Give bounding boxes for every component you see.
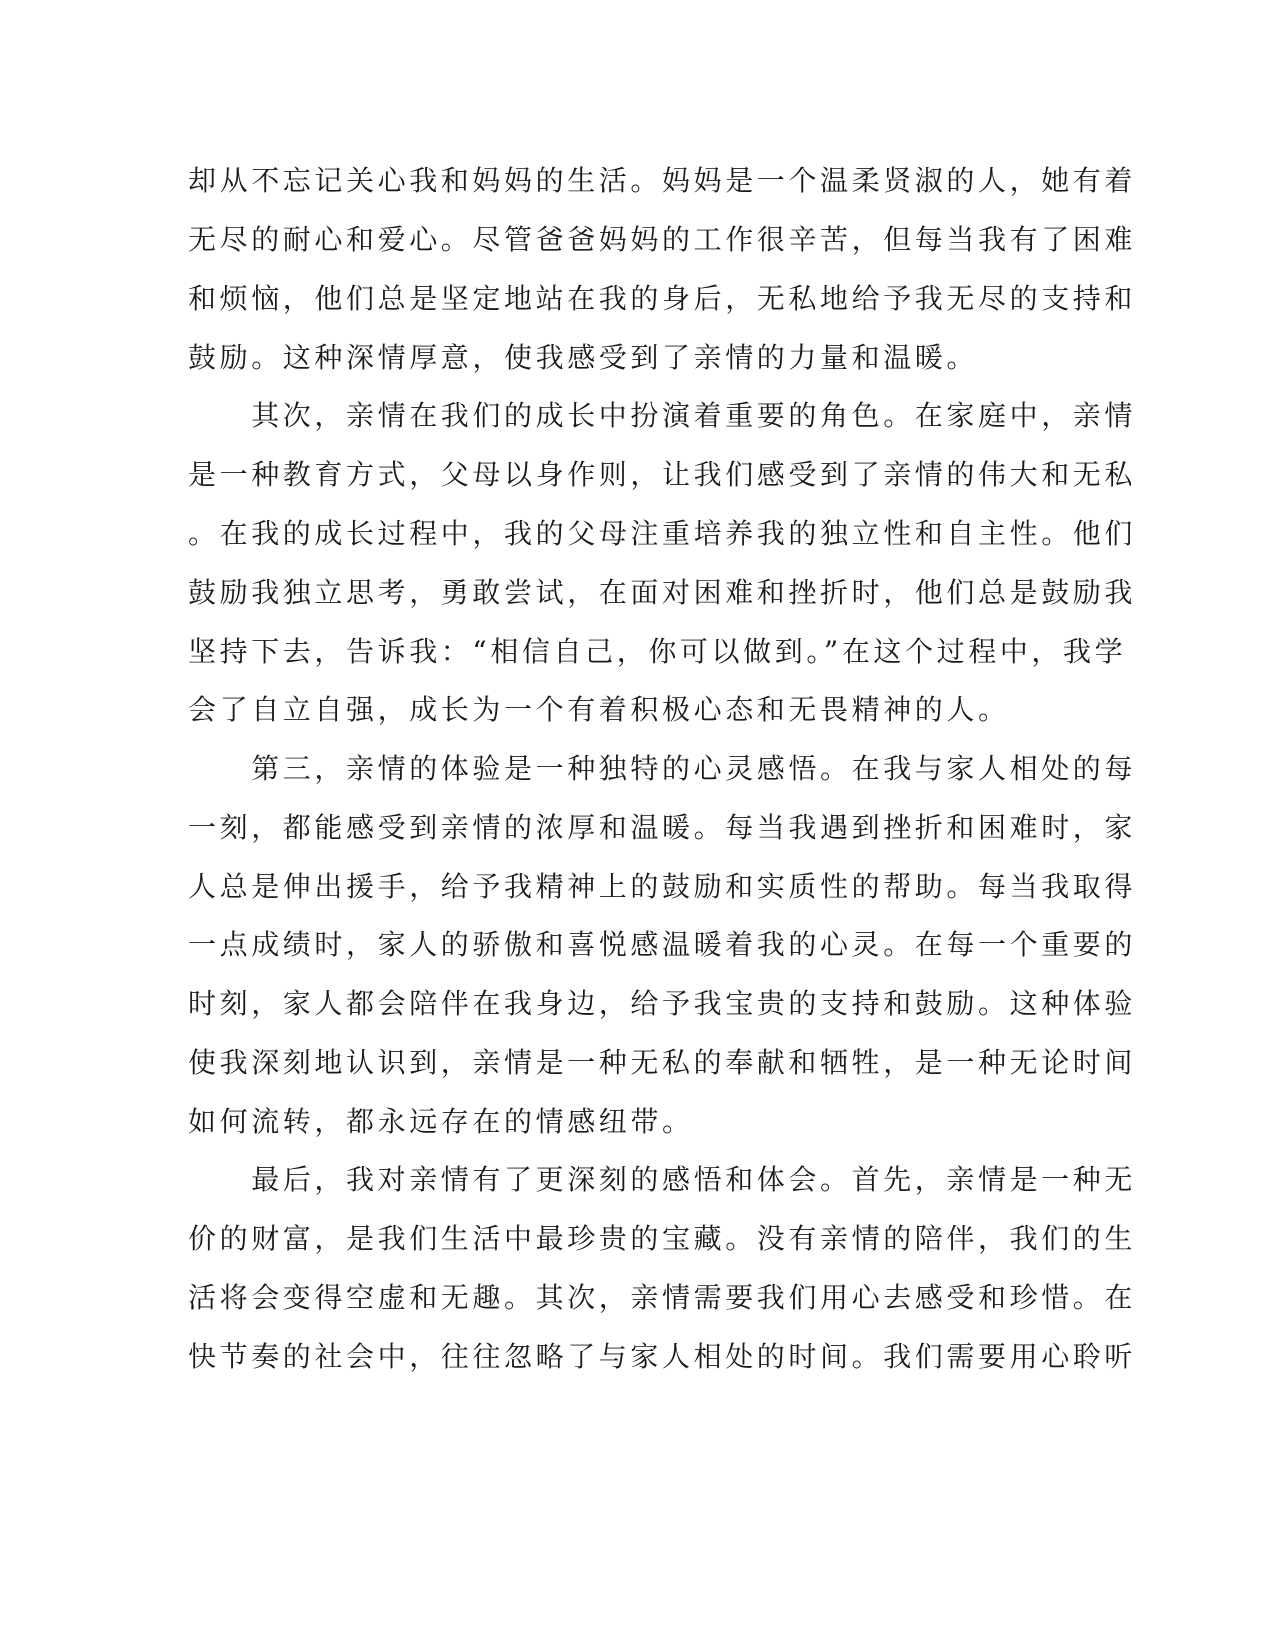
text-line: 和烦恼，他们总是坚定地站在我的身后，无私地给予我无尽的支持和	[188, 282, 1137, 315]
paragraph-start-line: 第三，亲情的体验是一种独特的心灵感悟。在我与家人相处的每	[188, 752, 1137, 785]
text-line: 鼓励我独立思考，勇敢尝试，在面对困难和挫折时，他们总是鼓励我	[188, 576, 1137, 609]
text-line: 使我深刻地认识到，亲情是一种无私的奉献和牺牲，是一种无论时间	[188, 1046, 1137, 1079]
text-line: 如何流转，都永远存在的情感纽带。	[188, 1105, 694, 1138]
text-line: 一点成绩时，家人的骄傲和喜悦感温暖着我的心灵。在每一个重要的	[188, 928, 1137, 961]
text-line: 价的财富，是我们生活中最珍贵的宝藏。没有亲情的陪伴，我们的生	[188, 1222, 1137, 1255]
paragraph-start-line: 最后，我对亲情有了更深刻的感悟和体会。首先，亲情是一种无	[188, 1163, 1137, 1196]
text-line: 鼓励。这种深情厚意，使我感受到了亲情的力量和温暖。	[188, 341, 979, 374]
text-line: 一刻，都能感受到亲情的浓厚和温暖。每当我遇到挫折和困难时，家	[188, 811, 1137, 844]
text-line: 是一种教育方式，父母以身作则，让我们感受到了亲情的伟大和无私	[188, 458, 1137, 491]
paragraph-start-line: 其次，亲情在我们的成长中扮演着重要的角色。在家庭中，亲情	[188, 399, 1137, 432]
text-line: 人总是伸出援手，给予我精神上的鼓励和实质性的帮助。每当我取得	[188, 870, 1137, 903]
text-line: 却从不忘记关心我和妈妈的生活。妈妈是一个温柔贤淑的人，她有着	[188, 164, 1137, 197]
text-line: 活将会变得空虚和无趣。其次，亲情需要我们用心去感受和珍惜。在	[188, 1281, 1137, 1314]
text-line: 坚持下去，告诉我：“相信自己，你可以做到。”在这个过程中，我学	[188, 635, 1127, 668]
text-line: 会了自立自强，成长为一个有着积极心态和无畏精神的人。	[188, 693, 1010, 726]
text-line: 快节奏的社会中，往往忽略了与家人相处的时间。我们需要用心聆听	[188, 1340, 1137, 1373]
text-line: 。在我的成长过程中，我的父母注重培养我的独立性和自主性。他们	[188, 517, 1137, 550]
text-line: 时刻，家人都会陪伴在我身边，给予我宝贵的支持和鼓励。这种体验	[188, 987, 1137, 1020]
text-line: 无尽的耐心和爱心。尽管爸爸妈妈的工作很辛苦，但每当我有了困难	[188, 223, 1137, 256]
